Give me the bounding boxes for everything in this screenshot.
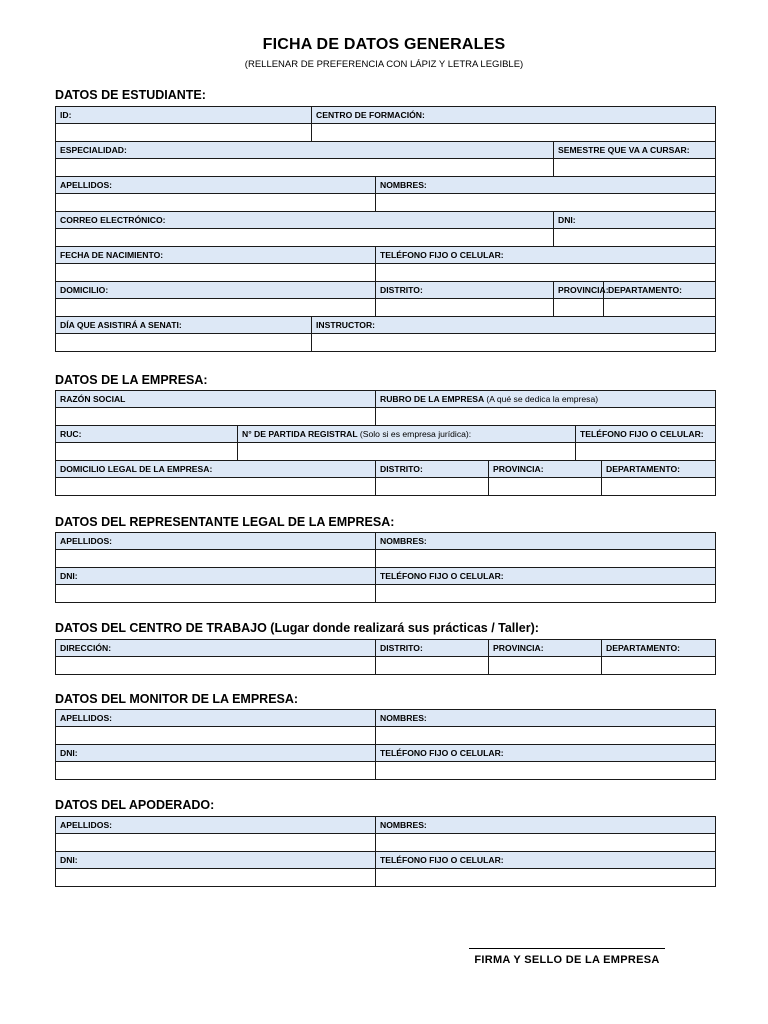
input-telefono-monitor[interactable] — [376, 762, 716, 780]
table-representante — [55, 532, 716, 603]
input-direccion[interactable] — [56, 657, 376, 675]
input-departamento-empresa[interactable] — [602, 478, 716, 496]
label-domicilio: DOMICILIO: — [56, 282, 376, 299]
input-nombres-apoderado[interactable] — [376, 834, 716, 852]
input-instructor[interactable] — [312, 334, 716, 352]
label-razon-social: RAZÓN SOCIAL — [56, 391, 376, 408]
section-title-estudiante: DATOS DE ESTUDIANTE: — [55, 88, 206, 102]
table-monitor — [55, 709, 716, 780]
label-nombres: NOMBRES: — [376, 177, 716, 194]
input-provincia-empresa[interactable] — [489, 478, 602, 496]
label-dni: DNI: — [554, 212, 716, 229]
page-subtitle: (RELLENAR DE PREFERENCIA CON LÁPIZ Y LETRA LEGIBLE) — [244, 59, 524, 70]
label-departamento: DEPARTAMENTO: — [604, 282, 716, 299]
input-telefono[interactable] — [376, 264, 716, 282]
label-apellidos-monitor: APELLIDOS: — [56, 710, 376, 727]
input-apellidos[interactable] — [56, 194, 376, 212]
label-dni-representante: DNI: — [56, 568, 376, 585]
input-apellidos-monitor[interactable] — [56, 727, 376, 745]
label-telefono-empresa: TELÉFONO FIJO O CELULAR: — [576, 426, 716, 443]
signature-label: FIRMA Y SELLO DE LA EMPRESA — [474, 954, 660, 966]
input-distrito[interactable] — [376, 299, 554, 317]
label-departamento-empresa: DEPARTAMENTO: — [602, 461, 716, 478]
label-telefono-representante: TELÉFONO FIJO O CELULAR: — [376, 568, 716, 585]
input-dni-apoderado[interactable] — [56, 869, 376, 887]
input-telefono-apoderado[interactable] — [376, 869, 716, 887]
section-title-representante: DATOS DEL REPRESENTANTE LEGAL DE LA EMPRESA: — [55, 515, 395, 529]
input-dni-representante[interactable] — [56, 585, 376, 603]
input-distrito-centro[interactable] — [376, 657, 489, 675]
label-apellidos-apoderado: APELLIDOS: — [56, 817, 376, 834]
input-apellidos-apoderado[interactable] — [56, 834, 376, 852]
label-provincia-empresa: PROVINCIA: — [489, 461, 602, 478]
label-dia-asistira: DÍA QUE ASISTIRÁ A SENATI: — [56, 317, 312, 334]
input-partida-registral[interactable] — [238, 443, 576, 461]
table-empresa — [55, 390, 716, 461]
input-distrito-empresa[interactable] — [376, 478, 489, 496]
section-title-apoderado: DATOS DEL APODERADO: — [55, 798, 215, 812]
signature-line — [469, 948, 665, 949]
input-provincia[interactable] — [554, 299, 604, 317]
input-apellidos-representante[interactable] — [56, 550, 376, 568]
input-nombres-representante[interactable] — [376, 550, 716, 568]
label-apellidos-representante: APELLIDOS: — [56, 533, 376, 550]
table-estudiante — [55, 106, 716, 352]
input-departamento-centro[interactable] — [602, 657, 716, 675]
input-telefono-empresa[interactable] — [576, 443, 716, 461]
table-centro-trabajo — [55, 639, 716, 675]
input-rubro[interactable] — [376, 408, 716, 426]
label-telefono-monitor: TELÉFONO FIJO O CELULAR: — [376, 745, 716, 762]
label-departamento-centro: DEPARTAMENTO: — [602, 640, 716, 657]
section-title-centro-trabajo: DATOS DEL CENTRO DE TRABAJO (Lugar donde realizará sus prácticas / Taller): — [55, 621, 539, 635]
input-provincia-centro[interactable] — [489, 657, 602, 675]
label-nombres-apoderado: NOMBRES: — [376, 817, 716, 834]
input-id[interactable] — [56, 124, 312, 142]
label-especialidad: ESPECIALIDAD: — [56, 142, 554, 159]
input-nombres-monitor[interactable] — [376, 727, 716, 745]
label-dni-monitor: DNI: — [56, 745, 376, 762]
input-razon-social[interactable] — [56, 408, 376, 426]
label-ruc: RUC: — [56, 426, 238, 443]
label-instructor: INSTRUCTOR: — [312, 317, 716, 334]
input-telefono-representante[interactable] — [376, 585, 716, 603]
label-direccion: DIRECCIÓN: — [56, 640, 376, 657]
label-centro-formacion: CENTRO DE FORMACIÓN: — [312, 107, 716, 124]
input-nombres[interactable] — [376, 194, 716, 212]
input-fecha-nacimiento[interactable] — [56, 264, 376, 282]
label-semestre: SEMESTRE QUE VA A CURSAR: — [554, 142, 716, 159]
label-telefono-apoderado: TELÉFONO FIJO O CELULAR: — [376, 852, 716, 869]
input-dia-asistira[interactable] — [56, 334, 312, 352]
label-rubro: RUBRO DE LA EMPRESA (A qué se dedica la empresa) — [376, 391, 716, 408]
label-dni-apoderado: DNI: — [56, 852, 376, 869]
table-apoderado — [55, 816, 716, 887]
input-domicilio-legal[interactable] — [56, 478, 376, 496]
label-apellidos: APELLIDOS: — [56, 177, 376, 194]
label-provincia: PROVINCIA: — [554, 282, 604, 299]
label-partida-registral: N° DE PARTIDA REGISTRAL (Solo si es empresa jurídica): — [238, 426, 576, 443]
input-centro-formacion[interactable] — [312, 124, 716, 142]
label-correo: CORREO ELECTRÓNICO: — [56, 212, 554, 229]
input-departamento[interactable] — [604, 299, 716, 317]
table-empresa-domicilio — [55, 460, 716, 496]
label-distrito: DISTRITO: — [376, 282, 554, 299]
input-ruc[interactable] — [56, 443, 238, 461]
label-telefono: TELÉFONO FIJO O CELULAR: — [376, 247, 716, 264]
input-especialidad[interactable] — [56, 159, 554, 177]
label-distrito-empresa: DISTRITO: — [376, 461, 489, 478]
label-distrito-centro: DISTRITO: — [376, 640, 489, 657]
label-id: ID: — [56, 107, 312, 124]
input-correo[interactable] — [56, 229, 554, 247]
input-dni-monitor[interactable] — [56, 762, 376, 780]
input-dni[interactable] — [554, 229, 716, 247]
label-nombres-monitor: NOMBRES: — [376, 710, 716, 727]
section-title-empresa: DATOS DE LA EMPRESA: — [55, 373, 208, 387]
input-semestre[interactable] — [554, 159, 716, 177]
page-title: FICHA DE DATOS GENERALES — [262, 36, 506, 53]
section-title-monitor: DATOS DEL MONITOR DE LA EMPRESA: — [55, 692, 299, 706]
label-fecha-nacimiento: FECHA DE NACIMIENTO: — [56, 247, 376, 264]
input-domicilio[interactable] — [56, 299, 376, 317]
label-domicilio-legal: DOMICILIO LEGAL DE LA EMPRESA: — [56, 461, 376, 478]
label-nombres-representante: NOMBRES: — [376, 533, 716, 550]
label-provincia-centro: PROVINCIA: — [489, 640, 602, 657]
